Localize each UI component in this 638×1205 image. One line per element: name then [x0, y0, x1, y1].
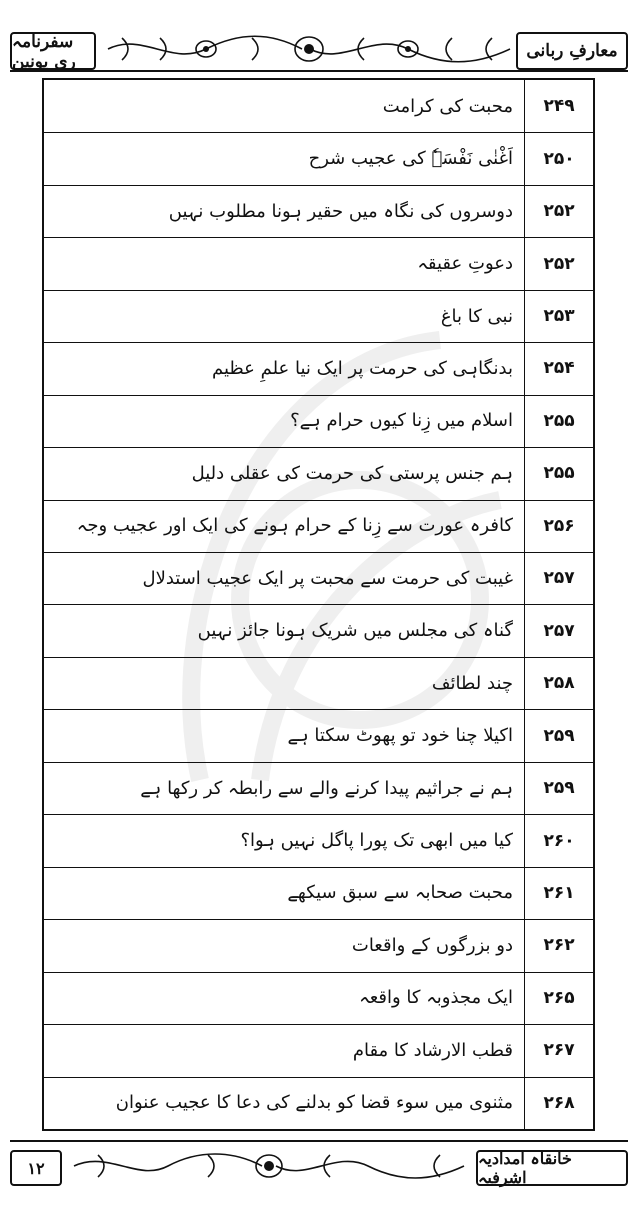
- section-title-box: [516, 32, 628, 70]
- toc-entry-title: محبت صحابہ سے سبق سیکھے: [287, 882, 513, 904]
- toc-row: [44, 132, 593, 185]
- toc-page-number: ۲۵۲: [524, 237, 593, 289]
- toc-entry-title: گناہ کی مجلس میں شریک ہونا جائز نہیں: [197, 620, 513, 642]
- toc-row: [44, 552, 593, 605]
- toc-row: [44, 709, 593, 762]
- toc-entry-title: اکیلا چنا خود تو پھوٹ سکتا ہے: [287, 725, 513, 747]
- toc-row: [44, 80, 593, 133]
- toc-page-number: ۲۵۷: [524, 605, 593, 657]
- toc-page-number: ۲۵۴: [524, 342, 593, 394]
- toc-page-number: ۲۵۳: [524, 290, 593, 342]
- toc-page-number: ۲۵۰: [524, 132, 593, 184]
- toc-entry-title: قطب الارشاد کا مقام: [352, 1039, 513, 1061]
- toc-row: [44, 657, 593, 710]
- section-title: معارفِ ربانی: [526, 41, 618, 61]
- toc-row: [44, 500, 593, 553]
- toc-page-number: ۲۵۹: [524, 762, 593, 814]
- toc-entry-title: دعوتِ عقیقہ: [417, 253, 513, 275]
- toc-entry-title: چند لطائف: [431, 672, 513, 694]
- toc-entry-title: ایک مجذوبہ کا واقعہ: [359, 987, 513, 1009]
- toc-row: [44, 237, 593, 290]
- footer-rule: [10, 1140, 628, 1142]
- toc-entry-title: ہم نے جراثیم پیدا کرنے والے سے رابطہ کر رکھا ہے: [140, 777, 513, 799]
- toc-page-number: ۲۶۰: [524, 814, 593, 866]
- page-number-box: [10, 1150, 62, 1186]
- toc-row: [44, 1077, 593, 1129]
- toc-page-number: ۲۵۷: [524, 552, 593, 604]
- toc-row: [44, 447, 593, 500]
- toc-page-number: ۲۵۹: [524, 709, 593, 761]
- toc-entry-title: کیا میں ابھی تک پورا پاگل نہیں ہوا؟: [240, 830, 513, 852]
- toc-entry-title: نبی کا باغ: [440, 305, 513, 327]
- toc-row: [44, 395, 593, 448]
- toc-page-number: ۲۵۵: [524, 395, 593, 447]
- publisher-box: [476, 1150, 628, 1186]
- toc-row: [44, 290, 593, 343]
- toc-page-number: ۲۴۹: [524, 80, 593, 132]
- toc-row: [44, 1024, 593, 1077]
- header-rule: [10, 70, 628, 72]
- header-ornament-icon: [102, 30, 516, 68]
- toc-row: [44, 762, 593, 815]
- toc-page-number: ۲۵۲: [524, 185, 593, 237]
- page-footer: [10, 1140, 628, 1186]
- toc-page-number: ۲۶۲: [524, 919, 593, 971]
- toc-entry-title: دوسروں کی نگاہ میں حقیر ہونا مطلوب نہیں: [168, 200, 513, 222]
- page-header: [10, 20, 628, 70]
- toc-entry-title: دو بزرگوں کے واقعات: [351, 934, 513, 956]
- toc-entry-title: بدنگاہی کی حرمت پر ایک نیا علمِ عظیم: [211, 357, 513, 379]
- page-number: ۱۲: [27, 1158, 45, 1178]
- toc-row: [44, 867, 593, 920]
- toc-entry-title: مثنوی میں سوء قضا کو بدلنے کی دعا کا عجیب عنوان: [115, 1092, 513, 1114]
- toc-row: [44, 605, 593, 658]
- toc-page-number: ۲۶۷: [524, 1024, 593, 1076]
- book-title-box: [10, 32, 96, 70]
- footer-ornament-icon: [68, 1148, 470, 1184]
- toc-page-number: ۲۵۸: [524, 657, 593, 709]
- toc-entry-title: اسلام میں زِنا کیوں حرام ہے؟: [290, 410, 513, 432]
- toc-entry-title: ہم جنس پرستی کی حرمت کی عقلی دلیل: [191, 462, 513, 484]
- toc-page-number: ۲۶۵: [524, 972, 593, 1024]
- toc-row: [44, 185, 593, 238]
- toc-page-number: ۲۶۸: [524, 1077, 593, 1129]
- publisher-name: خانقاہ امدادیہ اشرفیہ: [478, 1149, 572, 1187]
- toc-page-number: ۲۵۵: [524, 447, 593, 499]
- toc-row: [44, 919, 593, 972]
- book-title: سفرنامہ ری یونین: [12, 31, 76, 72]
- toc-row: [44, 342, 593, 395]
- toc-row: [44, 814, 593, 867]
- toc-page-number: ۲۶۱: [524, 867, 593, 919]
- toc-page-number: ۲۵۶: [524, 500, 593, 552]
- toc-entry-title: غیبت کی حرمت سے محبت پر ایک عجیب استدلال: [142, 567, 513, 589]
- toc-row: [44, 972, 593, 1025]
- table-of-contents: [42, 78, 595, 1131]
- toc-entry-title: کافرہ عورت سے زِنا کے حرام ہونے کی ایک اور عجیب وجہ: [76, 515, 513, 537]
- toc-entry-title: اَغْنٰی نَفْسَہٗ کی عجیب شرح: [308, 148, 513, 170]
- toc-entry-title: محبت کی کرامت: [382, 95, 513, 117]
